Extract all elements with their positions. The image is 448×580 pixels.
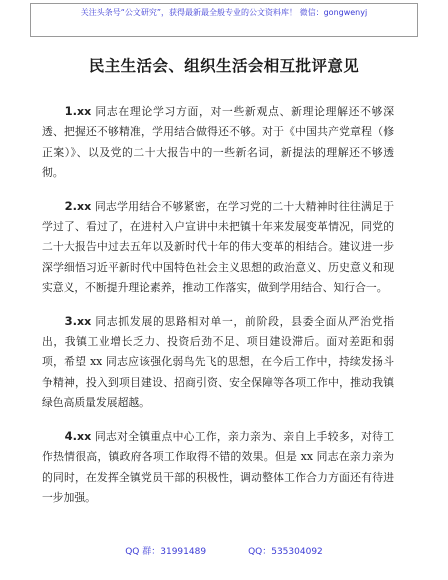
promo-banner — [30, 3, 418, 37]
paragraph-3 — [42, 311, 394, 414]
promo-banner-text: 关注头条号“公文研究”，获得最新最全般专业的公文资料库！ 微信：gongwenyj — [80, 8, 368, 17]
paragraph-subject: xx — [77, 105, 92, 118]
paragraph-number: 3. — [64, 313, 78, 328]
paragraph-number: 4. — [64, 428, 78, 443]
qq-group-contact: QQ 群：31991489 — [125, 547, 207, 557]
paragraph-text: 同志对全镇重点中心工作，亲力亲为、亲自上手较多，对待工作热情很高，镇政府各项工作取得不错的效果。但是 xx 同志在亲力亲为的同时，在发挥全镇党员干部的积极性，调动整体工作合力方面还有待进一步加强。 — [42, 429, 394, 504]
paragraph-subject: xx — [77, 429, 92, 443]
paragraph-text: 同志学用结合不够紧密，在学习党的二十大精神时往往满足于学过了、看过了，在进村入户宣讲中未把镇十年来发展变革情况，同党的二十大报告中过去五年以及新时代十年的伟大变革的相结合。建议进一步深学细悟习近平新时代中国特色社会主义思想的政治意义、历史意义和现实意义，不断提升理论素养，推动工作落实，做到学用结合、知行合一。 — [42, 199, 394, 295]
paragraph-text: 同志在理论学习方面，对一些新观点、新理论理解还不够深透、把握还不够精准，学用结合做得还不够。对于《中国共产党章程（修正案）》、以及党的二十大报告中的一些新名词，新提法的理解还不够透彻。 — [42, 105, 394, 180]
paragraph-number: 1. — [64, 104, 78, 118]
paragraph-2 — [42, 196, 394, 299]
contact-footer — [0, 544, 448, 557]
qq-contact: QQ：535304092 — [248, 547, 323, 557]
paragraph-4 — [42, 426, 394, 509]
paragraph-subject: xx — [77, 314, 92, 328]
document-title: 民主生活会、组织生活会相互批评意见 — [88, 57, 360, 75]
paragraph-subject: xx — [77, 199, 92, 213]
paragraph-1 — [42, 101, 394, 184]
paragraph-text: 同志抓发展的思路相对单一，前阶段，县委全面从严治党指出，我镇工业增长乏力、投资后劲不足、项目建设滞后。面对差距和弱项，希望 xx 同志应该强化弱鸟先飞的思想，在今后工作中，持续发扬斗争精神，投入到项目建设、招商引资、安全保障等各项工作中，推动我镇绿色高质量发展超越。 — [42, 314, 394, 410]
document-body — [42, 101, 394, 520]
paragraph-number: 2. — [64, 198, 78, 213]
